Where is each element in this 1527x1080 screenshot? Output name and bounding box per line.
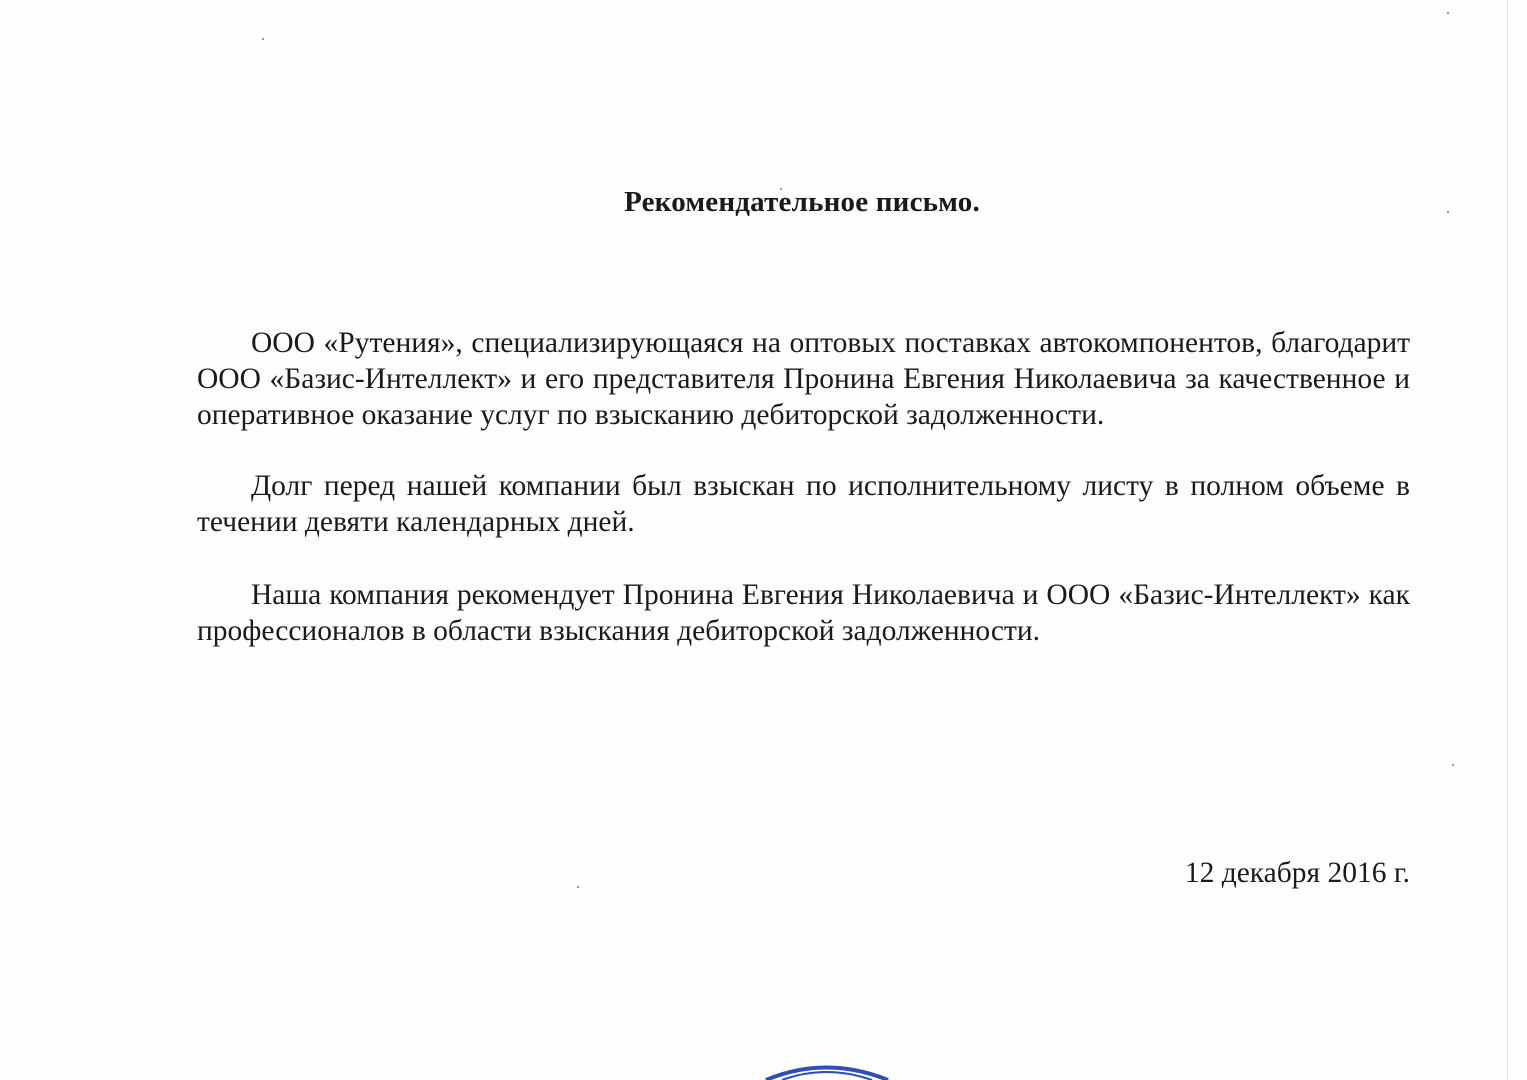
scan-speck (577, 886, 579, 888)
paragraph-thanks: ООО «Рутения», специализирующаяся на оптовых поставках автокомпонентов, благодарит ООО «Базис-Интеллект» и его представителя Пронина Евгения Николаевича за качественное и оперативное оказание услуг по взысканию дебиторской задолженности. (197, 327, 1410, 431)
scan-speck (1452, 764, 1454, 766)
scan-speck (1447, 12, 1449, 14)
stamp-outer-ring (766, 1068, 888, 1080)
stamp-inner-ring (782, 1072, 872, 1080)
scan-edge-line (1507, 0, 1508, 1080)
paragraph-recommendation: Наша компания рекомендует Пронина Евгения Николаевича и ООО «Базис-Интеллект» как профессионалов в области взыскания дебиторской задолженности. (197, 579, 1410, 647)
scan-speck (262, 38, 264, 40)
letter-title: Рекомендательное письмо. (624, 186, 980, 218)
letter-date: 12 декабря 2016 г. (1184, 857, 1410, 889)
paragraph-debt: Долг перед нашей компании был взыскан по исполнительному листу в полном объеме в течении девяти календарных дней. (197, 470, 1410, 538)
